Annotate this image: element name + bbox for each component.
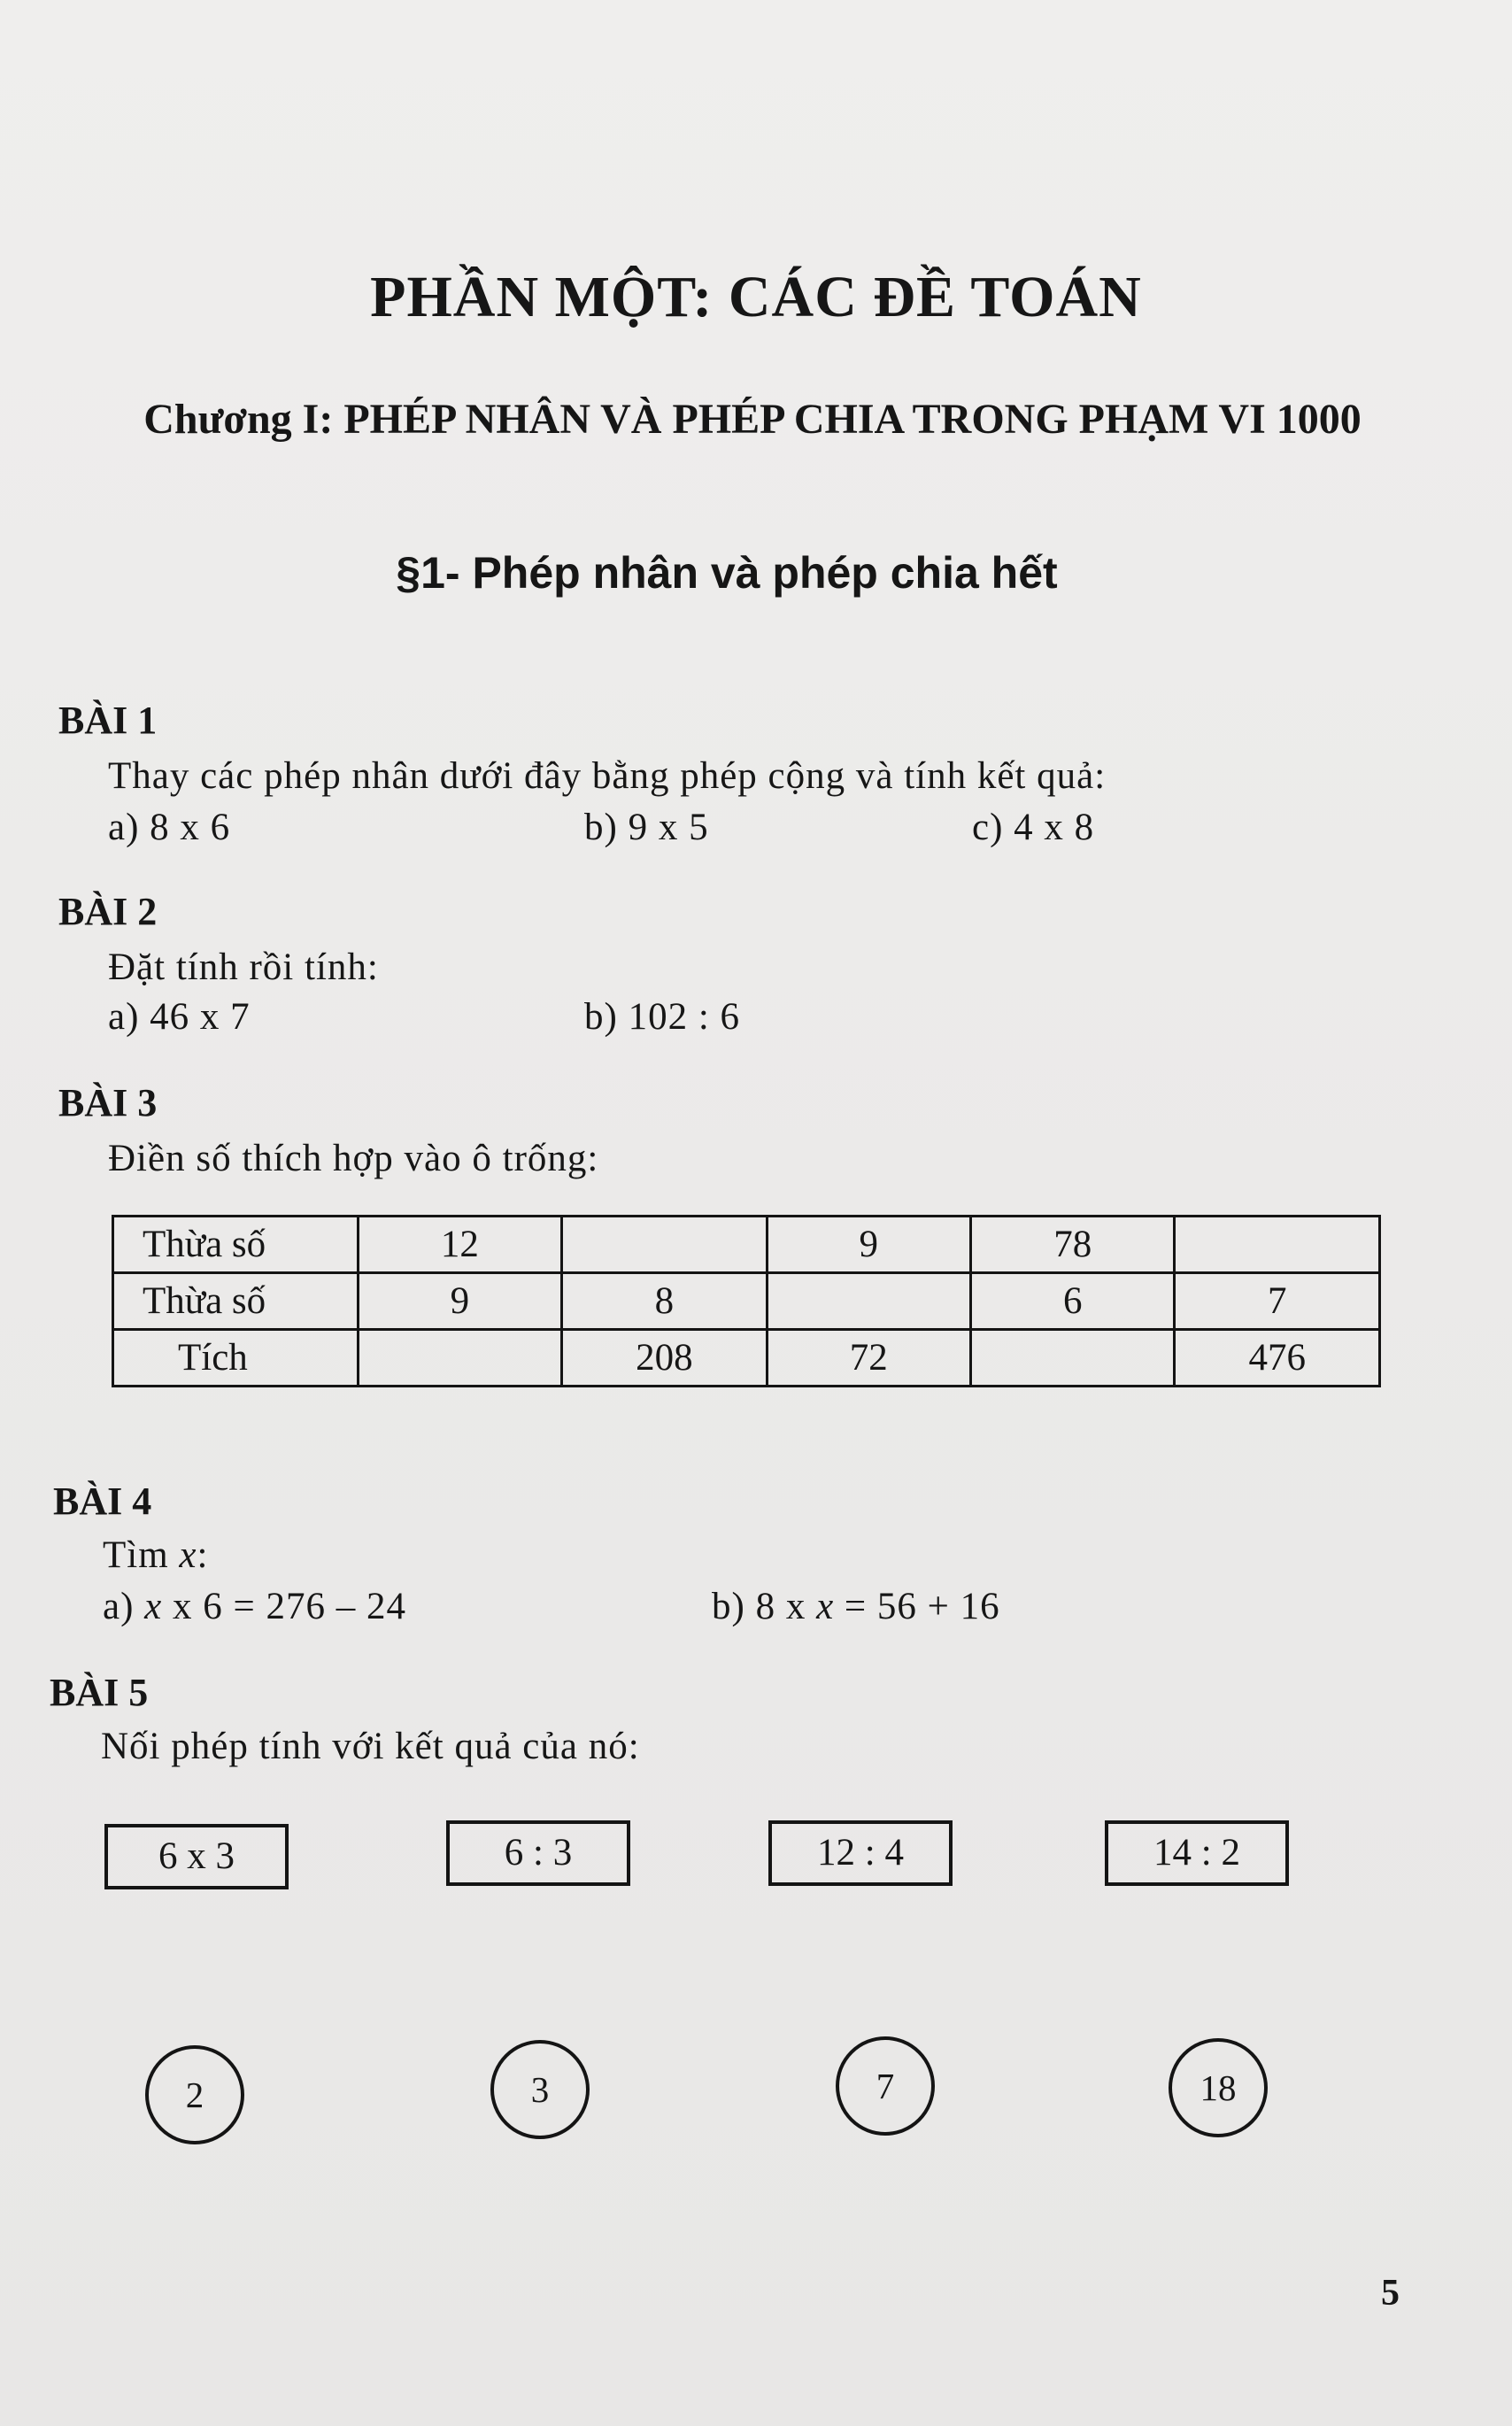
bai4-item-a — [103, 1585, 406, 1628]
bai1-item-a: a) 8 x 6 — [108, 807, 231, 848]
table-cell: 78 — [971, 1217, 1175, 1273]
bai3-instruction: Điền số thích hợp vào ô trống: — [108, 1138, 599, 1179]
operation-box: 6 : 3 — [446, 1820, 630, 1886]
bai1-item-c: c) 4 x 8 — [972, 807, 1095, 848]
bai1-instruction: Thay các phép nhân dưới đây bằng phép cộng và tính kết quả: — [108, 755, 1107, 797]
table-cell: 12 — [358, 1217, 561, 1273]
bai4-item-a-label: a) — [103, 1586, 145, 1627]
table-cell — [971, 1330, 1175, 1387]
bai4-instruction-colon: : — [197, 1534, 209, 1576]
result-circle: 18 — [1169, 2038, 1268, 2137]
table-cell: 7 — [1175, 1273, 1380, 1330]
table-row — [113, 1273, 1380, 1330]
section-title: §1- Phép nhân và phép chia hết — [396, 548, 1058, 598]
bai1-heading: BÀI 1 — [58, 699, 158, 742]
table-cell — [562, 1217, 768, 1273]
variable-x: x — [816, 1586, 835, 1627]
table-cell: 8 — [562, 1273, 768, 1330]
table-cell: 208 — [562, 1330, 768, 1387]
table-row — [113, 1217, 1380, 1273]
variable-x: x — [144, 1586, 163, 1627]
table-cell — [1175, 1217, 1380, 1273]
result-circle: 7 — [836, 2036, 935, 2136]
row-label: Thừa số — [113, 1273, 359, 1330]
bai4-item-b — [712, 1585, 1000, 1628]
chapter-title: Chương I: PHÉP NHÂN VÀ PHÉP CHIA TRONG PHẠM VI 1000 — [143, 396, 1362, 443]
table-cell: 476 — [1175, 1330, 1380, 1387]
bai1-item-b: b) 9 x 5 — [584, 807, 709, 848]
bai4-instruction-text: Tìm — [103, 1534, 180, 1576]
result-circle: 3 — [490, 2040, 590, 2139]
operation-box: 14 : 2 — [1105, 1820, 1289, 1886]
row-label: Thừa số — [113, 1217, 359, 1273]
bai4-item-a-rest: x 6 = 276 – 24 — [162, 1586, 407, 1627]
bai5-instruction: Nối phép tính với kết quả của nó: — [101, 1726, 640, 1767]
variable-x: x — [179, 1534, 197, 1576]
table-cell — [767, 1273, 970, 1330]
result-circle: 2 — [145, 2045, 244, 2144]
table-cell: 9 — [358, 1273, 561, 1330]
table-cell: 72 — [767, 1330, 970, 1387]
bai2-heading: BÀI 2 — [58, 890, 158, 933]
operation-box: 6 x 3 — [104, 1824, 289, 1889]
row-label: Tích — [113, 1330, 359, 1387]
page-number: 5 — [1381, 2273, 1400, 2314]
table-cell: 6 — [971, 1273, 1175, 1330]
bai4-heading: BÀI 4 — [53, 1480, 152, 1523]
bai4-item-b-label: b) 8 x — [712, 1586, 817, 1627]
bai2-item-a: a) 46 x 7 — [108, 996, 251, 1038]
bai5-heading: BÀI 5 — [50, 1671, 149, 1714]
bai2-item-b: b) 102 : 6 — [584, 996, 741, 1038]
bai4-item-b-rest: = 56 + 16 — [834, 1586, 1000, 1627]
table-cell — [358, 1330, 561, 1387]
table-row — [113, 1330, 1380, 1387]
bai3-table — [112, 1215, 1381, 1387]
table-cell: 9 — [767, 1217, 970, 1273]
part-title: PHẦN MỘT: CÁC ĐỀ TOÁN — [370, 265, 1142, 329]
bai4-instruction — [103, 1534, 208, 1577]
bai2-instruction: Đặt tính rồi tính: — [108, 946, 379, 988]
bai3-heading: BÀI 3 — [58, 1081, 158, 1124]
operation-box: 12 : 4 — [768, 1820, 953, 1886]
